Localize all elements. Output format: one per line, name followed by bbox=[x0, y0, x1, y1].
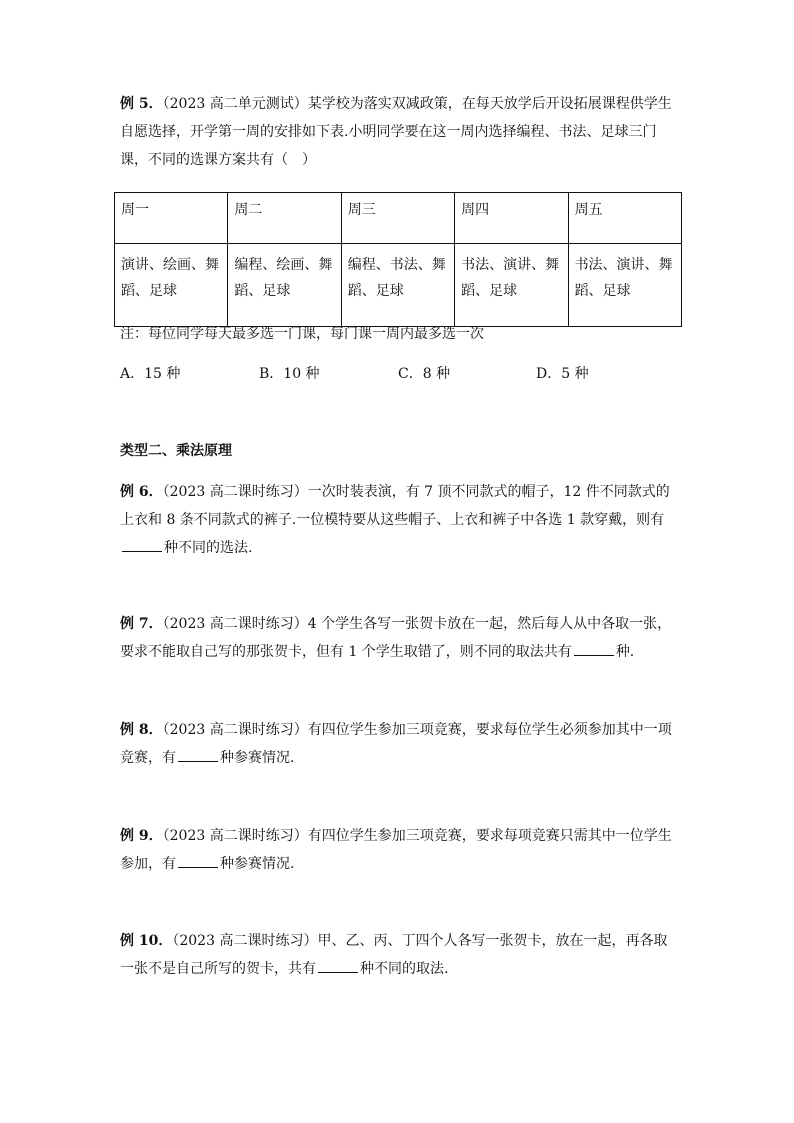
course-schedule-table bbox=[114, 192, 682, 327]
example-5-label: 例 5． bbox=[120, 96, 163, 112]
header-thursday: 周四 bbox=[455, 193, 568, 244]
example-6-label: 例 6． bbox=[120, 484, 163, 500]
table-header-row bbox=[115, 193, 682, 244]
section-title: 类型二、乘法原理 bbox=[120, 443, 232, 459]
table-row bbox=[115, 244, 682, 327]
example-5 bbox=[120, 90, 680, 174]
answer-options bbox=[120, 362, 680, 386]
example-9 bbox=[120, 822, 680, 878]
cell-thursday: 书法、演讲、舞蹈、足球 bbox=[455, 244, 568, 327]
cell-wednesday: 编程、书法、舞蹈、足球 bbox=[341, 244, 454, 327]
answer-blank bbox=[178, 853, 218, 868]
answer-blank bbox=[574, 641, 614, 656]
example-10-text: 甲、乙、丙、丁四个人各写一张贺卡，放在一起，再各取一张不是自己所写的贺卡，共有 bbox=[120, 933, 668, 977]
example-10-label: 例 10． bbox=[120, 933, 173, 949]
example-6-source: （2023 高二课时练习） bbox=[162, 484, 308, 500]
header-monday: 周一 bbox=[115, 193, 228, 244]
example-6-text-end: 种不同的选法. bbox=[164, 540, 253, 556]
example-7-label: 例 7． bbox=[120, 616, 163, 632]
example-9-label: 例 9． bbox=[120, 828, 163, 844]
example-8-text-end: 种参赛情况. bbox=[220, 750, 295, 766]
example-6-text: 一次时装表演，有 7 顶不同款式的帽子，12 件不同款式的上衣和 8 条不同款式的裤子.一位模特要从这些帽子、上衣和裤子中各选 1 款穿戴，则有 bbox=[120, 484, 670, 528]
example-9-source: （2023 高二课时练习） bbox=[162, 828, 308, 844]
table-note: 注：每位同学每天最多选一门课，每门课一周内最多选一次 bbox=[120, 326, 484, 342]
option-c: C．8 种 bbox=[398, 366, 451, 382]
example-9-text: 有四位学生参加三项竞赛，要求每项竞赛只需其中一位学生参加，有 bbox=[120, 828, 672, 872]
example-8 bbox=[120, 716, 680, 772]
example-7-text-end: 种. bbox=[615, 644, 635, 660]
example-8-source: （2023 高二课时练习） bbox=[162, 722, 308, 738]
cell-monday: 演讲、绘画、舞蹈、足球 bbox=[115, 244, 228, 327]
example-6 bbox=[120, 478, 680, 562]
example-5-source: （2023 高二单元测试） bbox=[162, 96, 308, 112]
example-8-label: 例 8． bbox=[120, 722, 163, 738]
answer-blank bbox=[122, 537, 162, 552]
option-b: B．10 种 bbox=[259, 366, 320, 382]
cell-tuesday: 编程、绘画、舞蹈、足球 bbox=[228, 244, 341, 327]
option-d: D．5 种 bbox=[536, 366, 589, 382]
cell-friday: 书法、演讲、舞蹈、足球 bbox=[568, 244, 681, 327]
example-10-source: （2023 高二课时练习） bbox=[172, 933, 318, 949]
example-7-source: （2023 高二课时练习） bbox=[162, 616, 308, 632]
example-7-text: 4 个学生各写一张贺卡放在一起，然后每人从中各取一张，要求不能取自己写的那张贺卡，但有 1 个学生取错了，则不同的取法共有 bbox=[120, 616, 672, 660]
example-9-text-end: 种参赛情况. bbox=[220, 856, 295, 872]
header-friday: 周五 bbox=[568, 193, 681, 244]
header-tuesday: 周二 bbox=[228, 193, 341, 244]
example-8-text: 有四位学生参加三项竞赛，要求每位学生必须参加其中一项竞赛，有 bbox=[120, 722, 672, 766]
example-10 bbox=[120, 927, 680, 983]
example-10-text-end: 种不同的取法. bbox=[360, 961, 449, 977]
answer-blank bbox=[318, 958, 358, 973]
header-wednesday: 周三 bbox=[341, 193, 454, 244]
example-7 bbox=[120, 610, 680, 666]
option-a: A．15 种 bbox=[120, 366, 181, 382]
example-5-text: 某学校为落实双减政策，在每天放学后开设拓展课程供学生自愿选择，开学第一周的安排如下表.小明同学要在这一周内选择编程、书法、足球三门课，不同的选课方案共有（ ） bbox=[120, 96, 672, 168]
answer-blank bbox=[178, 747, 218, 762]
